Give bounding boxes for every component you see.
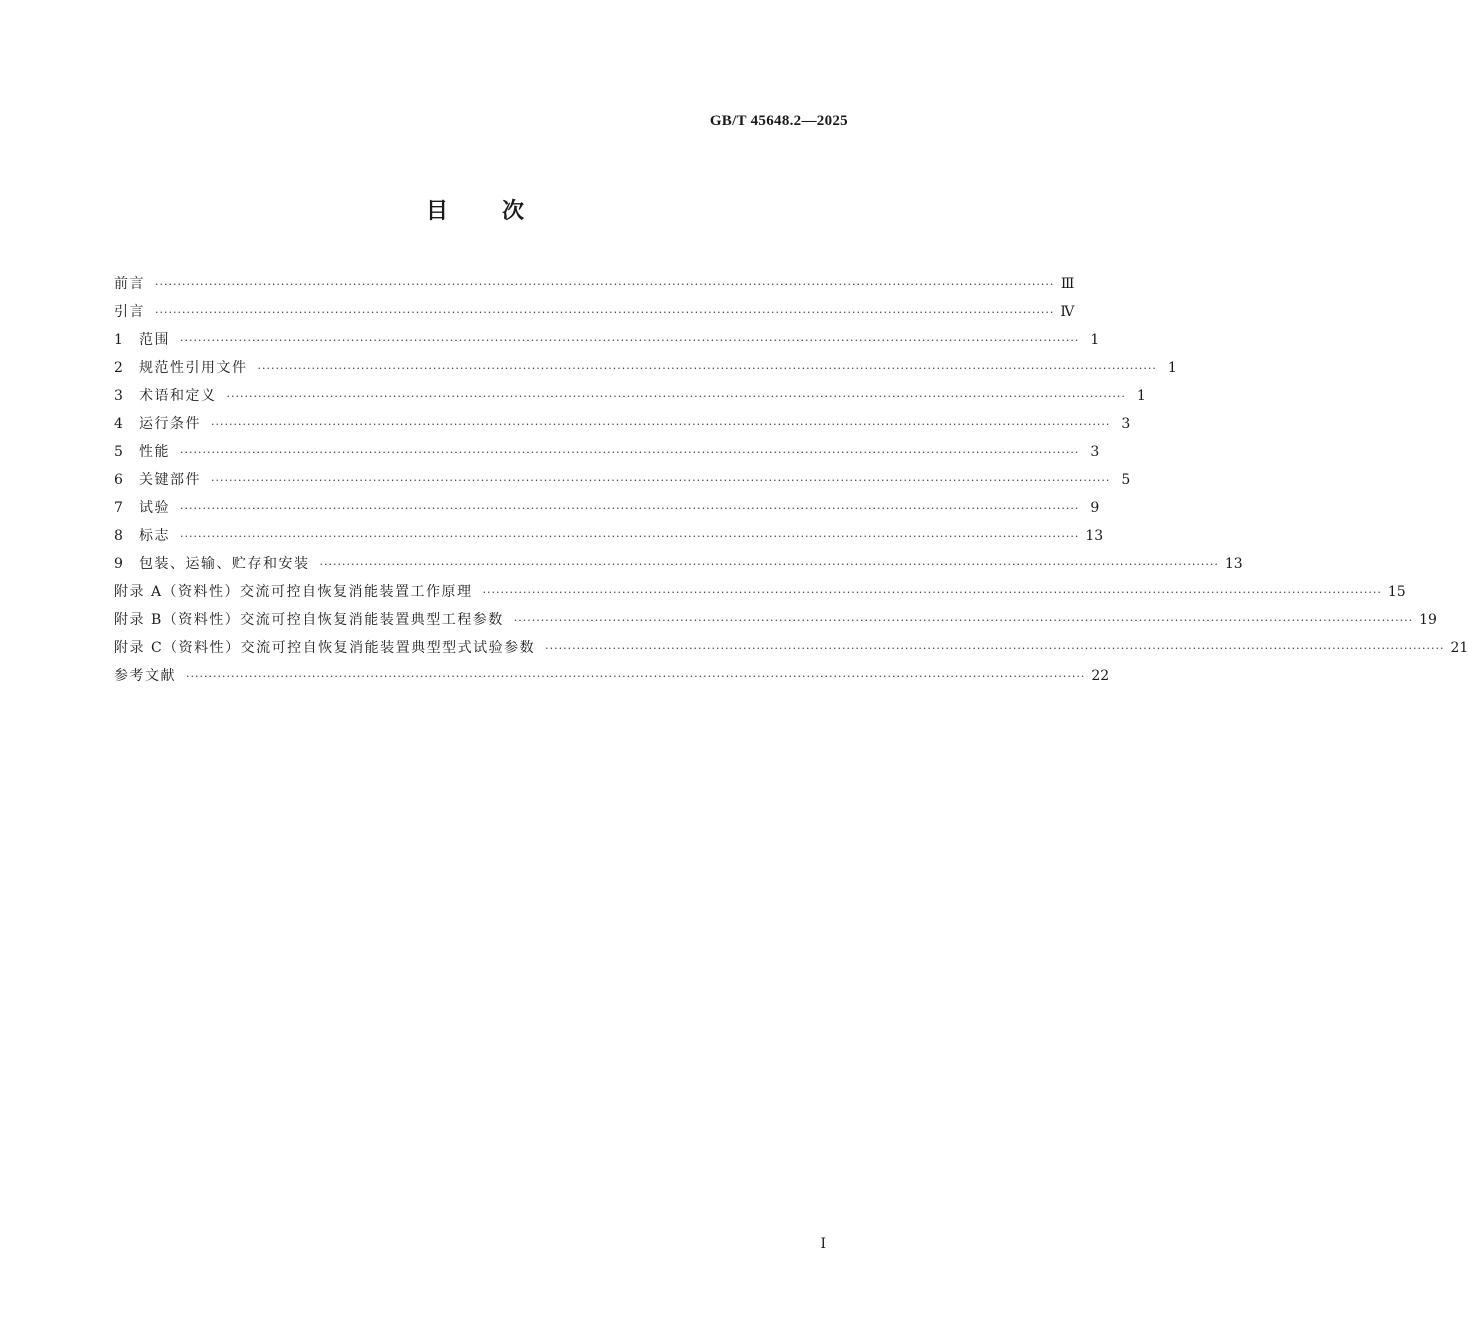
toc-leader-dots: ········································································································································································································: [482, 586, 1382, 599]
toc-label: 运行条件: [139, 416, 201, 432]
toc-label: 参考文献: [114, 668, 176, 684]
page-title: [0, 194, 950, 225]
toc-page: 3: [1090, 444, 1100, 460]
toc-page: 3: [1121, 416, 1131, 432]
toc-row-annex-a[interactable]: [114, 578, 1406, 606]
toc-number: 2: [114, 360, 123, 376]
toc-page: 1: [1167, 360, 1177, 376]
toc-label: 前言: [114, 276, 145, 292]
toc-leader-dots: ········································································································································································································: [319, 558, 1219, 571]
toc-row-2[interactable]: [114, 354, 1177, 382]
toc-row-4[interactable]: [114, 410, 1131, 438]
toc-label: 试验: [139, 500, 170, 516]
toc-page: Ⅳ: [1060, 304, 1075, 320]
toc-label: 范围: [139, 332, 170, 348]
toc-page: 19: [1419, 612, 1437, 628]
toc-leader-dots: ········································································································································································································: [226, 390, 1126, 403]
title-char-2: 次: [502, 199, 525, 224]
toc-label: 术语和定义: [139, 388, 217, 404]
table-of-contents: [114, 270, 1468, 690]
title-char-1: 目: [425, 199, 448, 224]
toc-page: 21: [1450, 640, 1468, 656]
toc-row-6[interactable]: [114, 466, 1131, 494]
toc-leader-dots: ········································································································································································································: [180, 446, 1080, 459]
toc-label: 附录 B（资料性）交流可控自恢复消能装置典型工程参数: [114, 612, 504, 628]
toc-row-1[interactable]: [114, 326, 1100, 354]
toc-label: 标志: [139, 528, 170, 544]
toc-leader-dots: ········································································································································································································: [257, 362, 1157, 375]
toc-number: 6: [114, 472, 123, 488]
toc-row-8[interactable]: [114, 522, 1104, 550]
toc-row-7[interactable]: [114, 494, 1100, 522]
toc-leader-dots: ········································································································································································································: [180, 530, 1080, 543]
toc-label: 附录 C（资料性）交流可控自恢复消能装置典型型式试验参数: [114, 640, 536, 656]
toc-page: Ⅲ: [1060, 276, 1075, 292]
toc-row-foreword[interactable]: [114, 270, 1075, 298]
toc-label: 引言: [114, 304, 145, 320]
toc-number: 9: [114, 556, 123, 572]
page-number: I: [820, 1236, 826, 1252]
toc-leader-dots: ········································································································································································································: [211, 474, 1111, 487]
toc-number: 7: [114, 500, 123, 516]
toc-number: 3: [114, 388, 123, 404]
toc-leader-dots: ········································································································································································································: [180, 334, 1080, 347]
toc-page: 1: [1090, 332, 1100, 348]
toc-page: 13: [1224, 556, 1243, 572]
toc-number: 5: [114, 444, 123, 460]
toc-leader-dots: ········································································································································································································: [211, 418, 1111, 431]
toc-leader-dots: ········································································································································································································: [155, 306, 1055, 319]
toc-number: 1: [114, 332, 123, 348]
toc-label: 规范性引用文件: [139, 360, 248, 376]
toc-page: 22: [1091, 668, 1110, 684]
toc-leader-dots: ········································································································································································································: [186, 670, 1086, 683]
toc-page: 13: [1085, 528, 1104, 544]
toc-row-introduction[interactable]: [114, 298, 1075, 326]
toc-page: 5: [1121, 472, 1131, 488]
toc-leader-dots: ········································································································································································································: [545, 642, 1445, 655]
toc-row-bibliography[interactable]: [114, 662, 1110, 690]
toc-number: 8: [114, 528, 123, 544]
toc-row-3[interactable]: [114, 382, 1146, 410]
toc-leader-dots: ········································································································································································································: [180, 502, 1080, 515]
toc-row-annex-b[interactable]: [114, 606, 1437, 634]
toc-page: 9: [1090, 500, 1100, 516]
toc-label: 包装、运输、贮存和安装: [139, 556, 310, 572]
toc-number: 4: [114, 416, 123, 432]
toc-row-annex-c[interactable]: [114, 634, 1468, 662]
toc-page: 1: [1136, 388, 1146, 404]
toc-row-5[interactable]: [114, 438, 1100, 466]
standard-code: GB/T 45648.2—2025: [709, 113, 848, 129]
toc-label: 性能: [139, 444, 170, 460]
toc-leader-dots: ········································································································································································································: [155, 278, 1055, 291]
toc-label: 附录 A（资料性）交流可控自恢复消能装置工作原理: [114, 584, 473, 600]
toc-page: 15: [1387, 584, 1406, 600]
toc-row-9[interactable]: [114, 550, 1243, 578]
toc-label: 关键部件: [139, 472, 201, 488]
toc-leader-dots: ········································································································································································································: [513, 614, 1414, 627]
